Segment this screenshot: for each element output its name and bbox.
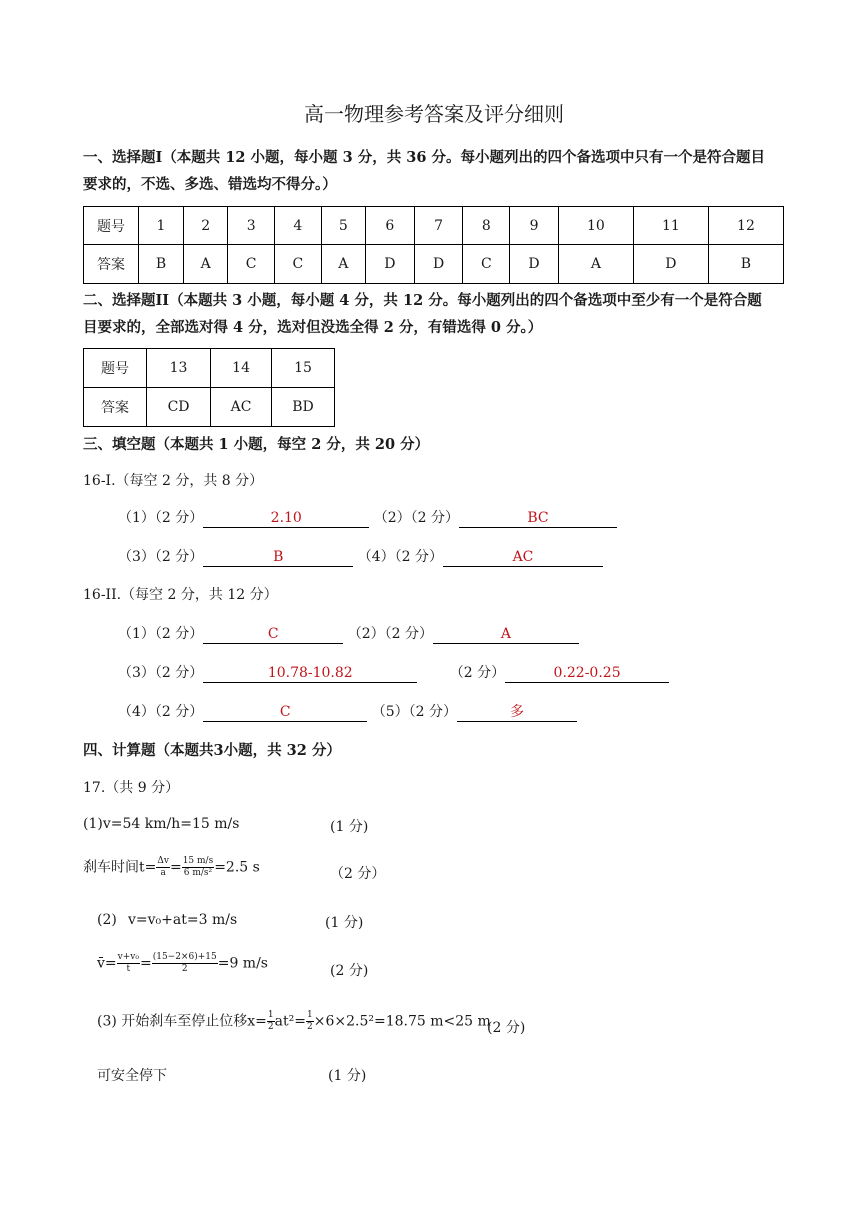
label-16-2-4: （4）（2 分） (118, 704, 204, 720)
answer-cell: AC (211, 388, 272, 427)
q17-line2-suffix: =2.5 s (214, 859, 260, 876)
answer-16-2-4: C (203, 703, 367, 722)
answer-16-2-3b: 0.22-0.25 (505, 664, 669, 683)
page-title: 高一物理参考答案及评分细则 (304, 102, 564, 126)
answer-cell: D (633, 245, 708, 284)
question-cell: 10 (558, 207, 633, 245)
part2-title: 16-II.（每空 2 分，共 12 分） (83, 587, 278, 603)
choice-table-1 (83, 206, 784, 284)
part1-title: 16-I.（每空 2 分，共 8 分） (83, 473, 264, 489)
q17-line5-mid: at²= (274, 1013, 306, 1030)
section3-heading: 三、填空题（本题共 1 小题，每空 2 分，共 20 分） (83, 436, 430, 453)
question-cell: 7 (414, 207, 463, 245)
q17-line1-score: (1 分) (330, 819, 369, 835)
question-cell: 14 (211, 349, 272, 388)
q17-line2: 刹车时间t= $\frac{\Delta v}{a}$ = $\frac{15 m/s}{\text{6 m/s²}}$ =2.5 s (83, 856, 260, 878)
q17-line4-score: (2 分) (330, 963, 369, 979)
label-16-2-5: （5）（2 分） (371, 704, 457, 720)
fraction-denominator: t (126, 964, 131, 974)
choice-table-2 (83, 348, 335, 427)
question-cell: 11 (633, 207, 708, 245)
fraction-numerator: 15 m/s (182, 856, 214, 866)
part2-row1 (118, 623, 579, 644)
q17-line4: v̄= $\frac{\text{v+v₀}}{t}$ = $\frac{(15-2\times 6)+15}{2}$ =9 m/s (97, 952, 268, 974)
section4-heading: 四、计算题（本题共3小题，共 32 分） (83, 742, 341, 759)
fraction (182, 856, 215, 879)
label-16-2-3: （3）（2 分） (118, 665, 204, 681)
question-cell: 6 (366, 207, 415, 245)
fraction-numerator: 1 (267, 1010, 274, 1020)
question-cell: 5 (321, 207, 365, 245)
label-16-2-3b: （2 分） (449, 665, 506, 681)
q17-line2-score: （2 分） (330, 866, 386, 882)
fraction-numerator: 1 (306, 1010, 313, 1020)
answer-cell: D (414, 245, 463, 284)
table-row-label-answer: 答案 (84, 245, 139, 284)
fraction (156, 856, 170, 879)
question-cell: 3 (228, 207, 275, 245)
fraction (306, 1010, 314, 1033)
part2-row2 (118, 662, 669, 683)
label-16-1-1: （1）（2 分） (118, 510, 204, 526)
answer-16-2-3a: 10.78-10.82 (203, 664, 417, 683)
fraction-denominator: 2 (181, 964, 188, 974)
q17-line5-suffix: ×6×2.5²=18.75 m<25 m (313, 1013, 491, 1030)
answer-cell: A (558, 245, 633, 284)
fraction-numerator: (15−2×6)+15 (152, 952, 217, 962)
answer-cell: CD (147, 388, 211, 427)
q17-line3-label: (2) (97, 912, 117, 928)
q17-line4-prefix: v̄= (97, 955, 117, 972)
answer-cell: C (463, 245, 510, 284)
part1-row1 (118, 507, 617, 528)
answer-cell: C (228, 245, 275, 284)
answer-16-1-4: AC (443, 548, 603, 567)
label-16-2-1: （1）（2 分） (118, 626, 204, 642)
fraction-numerator: v+v₀ (117, 952, 139, 962)
question-cell: 4 (275, 207, 322, 245)
q17-title: 17.（共 9 分） (83, 780, 180, 796)
answer-16-2-5: 多 (457, 703, 577, 722)
table-row-label-answer: 答案 (84, 388, 147, 427)
table-row-label-question: 题号 (84, 349, 147, 388)
section2-heading-line1: 二、选择题II（本题共 3 小题，每小题 4 分，共 12 分。每小题列出的四个备选项中至少有一个是符合题 (83, 292, 762, 309)
question-cell: 9 (510, 207, 559, 245)
question-cell: 15 (272, 349, 335, 388)
answer-16-2-2: A (433, 625, 579, 644)
question-cell: 13 (147, 349, 211, 388)
part1-row2 (118, 546, 603, 567)
fraction-denominator: 2 (267, 1022, 274, 1032)
answer-cell: B (708, 245, 783, 284)
answer-cell: B (139, 245, 184, 284)
q17-line1: (1)v=54 km/h=15 m/s (83, 816, 240, 832)
answer-cell: C (275, 245, 322, 284)
answer-cell: D (366, 245, 415, 284)
fraction-denominator: 2 (306, 1022, 313, 1032)
question-cell: 2 (184, 207, 228, 245)
fraction-denominator: a (160, 868, 166, 878)
q17-line5-prefix: (3) 开始刹车至停止位移x= (97, 1013, 267, 1030)
section1-heading-line1: 一、选择题I（本题共 12 小题，每小题 3 分，共 36 分。每小题列出的四个备选项中只有一个是符合题目 (83, 149, 766, 166)
q17-line5-score: (2 分) (487, 1020, 526, 1036)
q17-line3-score: (1 分) (325, 915, 364, 931)
question-cell: 1 (139, 207, 184, 245)
answer-cell: A (321, 245, 365, 284)
fraction-numerator: Δv (157, 856, 169, 866)
fraction (117, 952, 140, 975)
label-16-1-3: （3）（2 分） (118, 549, 204, 565)
table-row-label-question: 题号 (84, 207, 139, 245)
answer-cell: A (184, 245, 228, 284)
answer-16-2-1: C (203, 625, 343, 644)
answer-16-1-3: B (203, 548, 353, 567)
label-16-2-2: （2）（2 分） (347, 626, 433, 642)
question-cell: 8 (463, 207, 510, 245)
q17-line6-score: (1 分) (328, 1068, 367, 1084)
label-16-1-4: （4）（2 分） (357, 549, 443, 565)
fraction (152, 952, 218, 975)
label-16-1-2: （2）（2 分） (373, 510, 459, 526)
section1-heading-line2: 要求的，不选、多选、错选均不得分。） (83, 176, 337, 193)
section2-heading-line2: 目要求的，全部选对得 4 分，选对但没选全得 2 分，有错选得 0 分。） (83, 319, 543, 336)
question-cell: 12 (708, 207, 783, 245)
q17-line4-suffix: =9 m/s (217, 955, 268, 972)
answer-16-1-2: BC (459, 509, 617, 528)
answer-cell: D (510, 245, 559, 284)
part2-row3 (118, 701, 577, 722)
q17-line3: v=v₀+at=3 m/s (128, 912, 238, 928)
fraction-denominator: 6 m/s² (183, 868, 213, 878)
fraction (267, 1010, 275, 1033)
q17-line5 (97, 1010, 491, 1033)
answer-cell: BD (272, 388, 335, 427)
answer-16-1-1: 2.10 (203, 509, 369, 528)
q17-line6: 可安全停下 (97, 1068, 167, 1084)
q17-line2-prefix: 刹车时间t= (83, 859, 157, 876)
